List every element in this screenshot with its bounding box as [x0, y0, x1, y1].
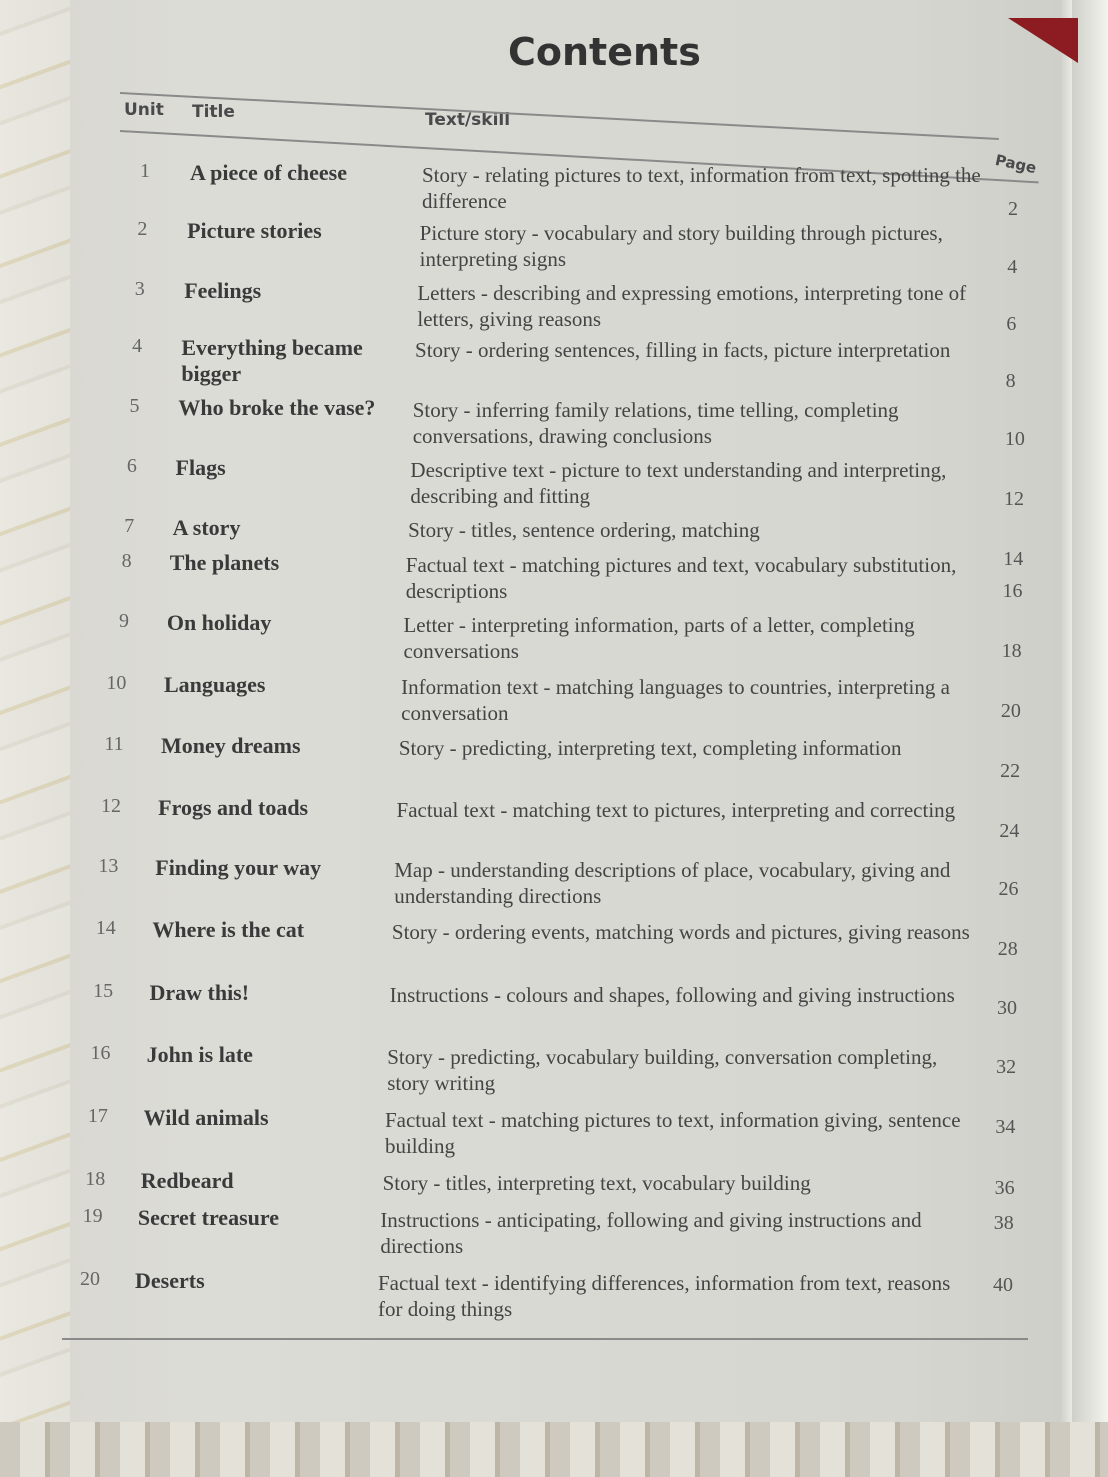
unit-title: John is late	[146, 1042, 253, 1067]
unit-number: 13	[98, 855, 119, 877]
unit-title: Frogs and toads	[158, 795, 309, 820]
page-number: 28	[997, 938, 1018, 960]
unit-skill: Information text - matching languages to countries, interpreting a conversation	[401, 675, 950, 725]
unit-title: The planets	[169, 550, 280, 575]
page-number: 30	[996, 997, 1017, 1019]
unit-title: Money dreams	[161, 733, 301, 758]
unit-title: Secret treasure	[137, 1205, 279, 1230]
page-number: 6	[1006, 313, 1017, 335]
page-number: 20	[1000, 700, 1021, 722]
unit-skill: Story - predicting, interpreting text, completing information	[398, 736, 902, 760]
unit-title: A piece of cheese	[190, 160, 347, 185]
unit-skill: Picture story - vocabulary and story building through pictures, interpreting signs	[419, 221, 943, 271]
page-number: 8	[1005, 370, 1016, 392]
page-number: 12	[1004, 488, 1025, 510]
unit-skill: Letter - interpreting information, parts of a letter, completing conversations	[403, 613, 915, 663]
unit-number: 20	[80, 1268, 100, 1290]
unit-title: Flags	[175, 455, 226, 480]
unit-title: Where is the cat	[152, 917, 305, 942]
unit-number: 1	[140, 160, 150, 182]
page-number: 10	[1004, 428, 1025, 450]
page-number: 36	[994, 1177, 1015, 1199]
unit-number: 5	[129, 395, 140, 417]
unit-skill: Story - relating pictures to text, information from text, spotting the difference	[422, 163, 981, 213]
column-header-title: Title	[192, 102, 235, 122]
page-number: 34	[995, 1116, 1016, 1138]
page-number: 16	[1002, 580, 1023, 602]
page-number: 4	[1007, 256, 1018, 278]
page-edge	[1072, 0, 1108, 1477]
unit-title: A story	[172, 515, 241, 540]
column-header-unit: Unit	[124, 100, 164, 120]
unit-skill: Story - predicting, vocabulary building, conversation completing, story writing	[387, 1045, 938, 1095]
column-header-skill: Text/skill	[425, 110, 511, 130]
unit-number: 2	[137, 218, 148, 240]
unit-number: 8	[121, 550, 132, 572]
unit-skill: Story - titles, sentence ordering, matching	[408, 518, 760, 542]
unit-title: Picture stories	[187, 218, 322, 243]
unit-skill: Factual text - matching pictures to text, information giving, sentence building	[384, 1108, 961, 1158]
unit-title: Wild animals	[143, 1105, 269, 1130]
unit-title: Redbeard	[140, 1168, 234, 1193]
unit-title: On holiday	[166, 610, 272, 635]
unit-skill: Descriptive text - picture to text understanding and interpreting, describing and fitting	[410, 458, 947, 508]
unit-number: 18	[85, 1168, 106, 1190]
unit-skill: Story - titles, interpreting text, vocabulary building	[382, 1171, 811, 1195]
page-number: 40	[993, 1274, 1013, 1296]
unit-number: 4	[132, 335, 143, 357]
page-number: 2	[1008, 198, 1018, 220]
page-number: 22	[1000, 760, 1021, 782]
unit-title: Who broke the vase?	[178, 395, 376, 420]
unit-number: 3	[134, 278, 145, 300]
unit-number: 7	[124, 515, 135, 537]
unit-title: Everything became bigger	[181, 335, 363, 386]
unit-number: 12	[101, 795, 122, 817]
unit-skill: Instructions - colours and shapes, following and giving instructions	[389, 983, 955, 1007]
column-header-page: Page	[993, 150, 1039, 178]
header-rule-top	[120, 92, 999, 140]
unit-skill: Story - ordering events, matching words and pictures, giving reasons	[391, 920, 970, 944]
page-number: 24	[999, 820, 1020, 842]
unit-number: 19	[82, 1205, 103, 1227]
unit-skill: Factual text - identifying differences, information from text, reasons for doing things	[378, 1271, 951, 1321]
unit-skill: Factual text - matching pictures and text, vocabulary substitution, descriptions	[405, 553, 957, 603]
unit-title: Deserts	[135, 1268, 205, 1293]
unit-title: Draw this!	[149, 980, 250, 1005]
page-number: 14	[1003, 548, 1024, 570]
page-title: Contents	[508, 30, 701, 74]
page-number: 32	[996, 1056, 1017, 1078]
page-number: 38	[993, 1212, 1014, 1234]
unit-title: Languages	[163, 672, 266, 697]
unit-number: 17	[87, 1105, 108, 1127]
unit-number: 9	[118, 610, 129, 632]
unit-number: 6	[126, 455, 137, 477]
unit-number: 15	[93, 980, 114, 1002]
unit-title: Feelings	[184, 278, 262, 303]
unit-number: 11	[104, 733, 124, 755]
unit-number: 10	[106, 672, 127, 694]
tablecloth-strip	[0, 1422, 1108, 1477]
unit-skill: Story - inferring family relations, time telling, completing conversations, drawing conclusions	[412, 398, 899, 448]
unit-skill: Letters - describing and expressing emotions, interpreting tone of letters, giving reasons	[417, 281, 967, 331]
page-number: 18	[1001, 640, 1022, 662]
unit-skill: Factual text - matching text to pictures, interpreting and correcting	[396, 798, 956, 822]
unit-number: 14	[95, 917, 116, 939]
unit-skill: Instructions - anticipating, following and giving instructions and directions	[380, 1208, 922, 1258]
margin-pattern	[0, 0, 70, 1477]
unit-skill: Story - ordering sentences, filling in facts, picture interpretation	[415, 338, 951, 362]
footer-rule	[62, 1338, 1028, 1340]
unit-title: Finding your way	[155, 855, 322, 880]
unit-number: 16	[90, 1042, 111, 1064]
red-corner-decoration	[1008, 18, 1078, 63]
page-number: 26	[998, 878, 1019, 900]
unit-skill: Map - understanding descriptions of place, vocabulary, giving and understanding directions	[394, 858, 951, 908]
